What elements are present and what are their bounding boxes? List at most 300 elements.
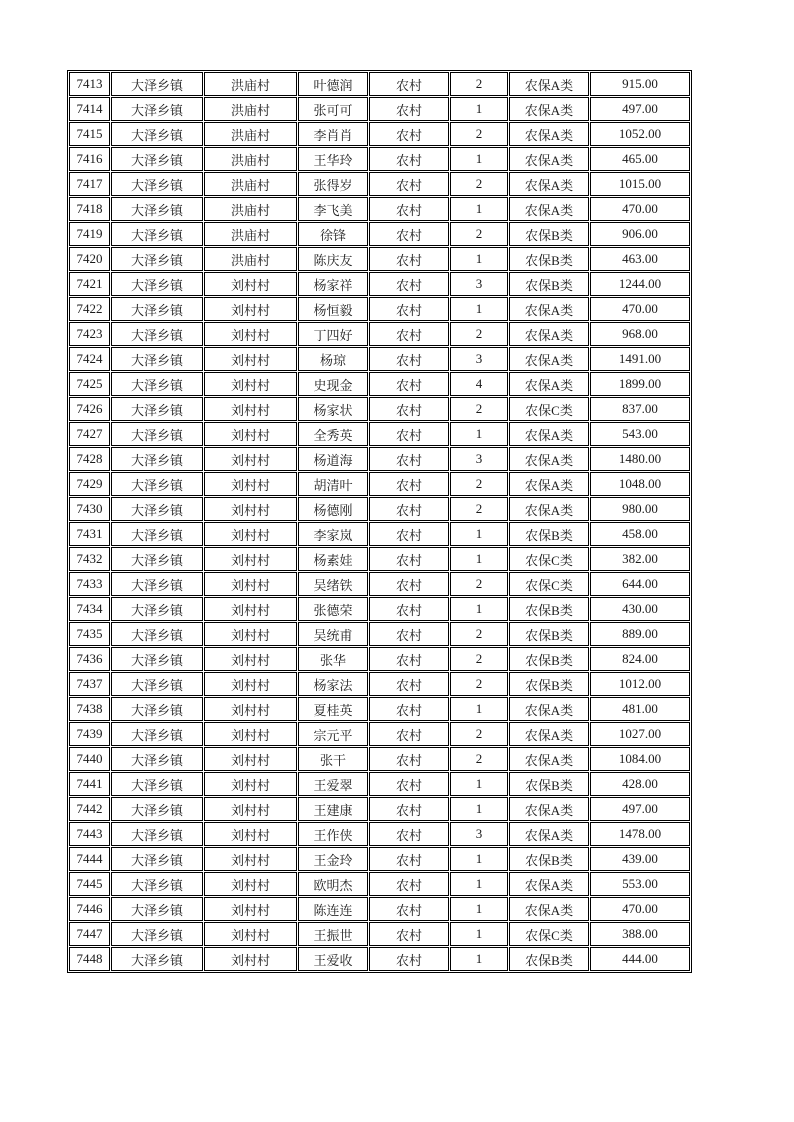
amount-cell: 1048.00 [590,472,690,496]
name-cell: 夏桂英 [298,697,368,721]
serial-cell: 7427 [69,422,110,446]
serial-cell: 7420 [69,247,110,271]
category-cell: 农保B类 [509,597,589,621]
count-cell: 1 [450,947,508,971]
count-cell: 1 [450,547,508,571]
village-cell: 刘村村 [204,322,297,346]
table-row [69,822,690,846]
name-cell: 王华玲 [298,147,368,171]
village-cell: 刘村村 [204,447,297,471]
village-cell: 刘村村 [204,772,297,796]
name-cell: 欧明杰 [298,872,368,896]
village-cell: 刘村村 [204,572,297,596]
table-row [69,672,690,696]
table-row [69,422,690,446]
name-cell: 王金玲 [298,847,368,871]
serial-cell: 7447 [69,922,110,946]
residence-cell: 农村 [369,722,449,746]
serial-cell: 7418 [69,197,110,221]
category-cell: 农保A类 [509,172,589,196]
name-cell: 王爱收 [298,947,368,971]
amount-cell: 1480.00 [590,447,690,471]
residence-cell: 农村 [369,72,449,96]
table-row [69,722,690,746]
table-row [69,622,690,646]
amount-cell: 1052.00 [590,122,690,146]
residence-cell: 农村 [369,547,449,571]
village-cell: 洪庙村 [204,172,297,196]
category-cell: 农保A类 [509,297,589,321]
residence-cell: 农村 [369,897,449,921]
name-cell: 杨家祥 [298,272,368,296]
residence-cell: 农村 [369,947,449,971]
count-cell: 1 [450,597,508,621]
count-cell: 1 [450,422,508,446]
records-table [67,70,692,973]
table-body [69,72,690,971]
town-cell: 大泽乡镇 [111,847,203,871]
residence-cell: 农村 [369,472,449,496]
town-cell: 大泽乡镇 [111,147,203,171]
village-cell: 刘村村 [204,497,297,521]
serial-cell: 7446 [69,897,110,921]
residence-cell: 农村 [369,222,449,246]
town-cell: 大泽乡镇 [111,72,203,96]
serial-cell: 7448 [69,947,110,971]
table-row [69,97,690,121]
amount-cell: 968.00 [590,322,690,346]
count-cell: 2 [450,572,508,596]
village-cell: 刘村村 [204,647,297,671]
town-cell: 大泽乡镇 [111,572,203,596]
serial-cell: 7425 [69,372,110,396]
name-cell: 杨琼 [298,347,368,371]
town-cell: 大泽乡镇 [111,922,203,946]
amount-cell: 458.00 [590,522,690,546]
amount-cell: 382.00 [590,547,690,571]
village-cell: 刘村村 [204,697,297,721]
amount-cell: 543.00 [590,422,690,446]
count-cell: 2 [450,72,508,96]
serial-cell: 7429 [69,472,110,496]
count-cell: 1 [450,197,508,221]
count-cell: 1 [450,297,508,321]
table-row [69,497,690,521]
count-cell: 1 [450,922,508,946]
count-cell: 2 [450,322,508,346]
serial-cell: 7430 [69,497,110,521]
table-row [69,72,690,96]
table-row [69,797,690,821]
amount-cell: 1491.00 [590,347,690,371]
serial-cell: 7419 [69,222,110,246]
serial-cell: 7424 [69,347,110,371]
name-cell: 张德荣 [298,597,368,621]
category-cell: 农保B类 [509,847,589,871]
village-cell: 刘村村 [204,422,297,446]
category-cell: 农保B类 [509,272,589,296]
amount-cell: 1244.00 [590,272,690,296]
count-cell: 2 [450,672,508,696]
name-cell: 张干 [298,747,368,771]
count-cell: 2 [450,172,508,196]
serial-cell: 7443 [69,822,110,846]
village-cell: 刘村村 [204,847,297,871]
amount-cell: 644.00 [590,572,690,596]
category-cell: 农保A类 [509,897,589,921]
village-cell: 刘村村 [204,797,297,821]
village-cell: 洪庙村 [204,222,297,246]
residence-cell: 农村 [369,622,449,646]
residence-cell: 农村 [369,697,449,721]
village-cell: 刘村村 [204,672,297,696]
count-cell: 2 [450,722,508,746]
amount-cell: 915.00 [590,72,690,96]
category-cell: 农保B类 [509,222,589,246]
town-cell: 大泽乡镇 [111,797,203,821]
category-cell: 农保A类 [509,322,589,346]
name-cell: 史现金 [298,372,368,396]
residence-cell: 农村 [369,772,449,796]
count-cell: 3 [450,447,508,471]
town-cell: 大泽乡镇 [111,772,203,796]
residence-cell: 农村 [369,147,449,171]
name-cell: 吴统甫 [298,622,368,646]
town-cell: 大泽乡镇 [111,647,203,671]
name-cell: 李飞美 [298,197,368,221]
town-cell: 大泽乡镇 [111,197,203,221]
serial-cell: 7428 [69,447,110,471]
category-cell: 农保C类 [509,572,589,596]
name-cell: 李肖肖 [298,122,368,146]
amount-cell: 1478.00 [590,822,690,846]
town-cell: 大泽乡镇 [111,697,203,721]
village-cell: 刘村村 [204,622,297,646]
table-row [69,522,690,546]
table-row [69,922,690,946]
residence-cell: 农村 [369,297,449,321]
serial-cell: 7431 [69,522,110,546]
table-row [69,897,690,921]
category-cell: 农保A类 [509,422,589,446]
serial-cell: 7417 [69,172,110,196]
name-cell: 胡清叶 [298,472,368,496]
residence-cell: 农村 [369,872,449,896]
village-cell: 洪庙村 [204,97,297,121]
residence-cell: 农村 [369,347,449,371]
town-cell: 大泽乡镇 [111,272,203,296]
category-cell: 农保A类 [509,747,589,771]
name-cell: 叶德润 [298,72,368,96]
count-cell: 2 [450,647,508,671]
table-row [69,347,690,371]
category-cell: 农保A类 [509,372,589,396]
count-cell: 2 [450,472,508,496]
amount-cell: 889.00 [590,622,690,646]
amount-cell: 1084.00 [590,747,690,771]
count-cell: 1 [450,247,508,271]
table-row [69,772,690,796]
village-cell: 刘村村 [204,872,297,896]
name-cell: 宗元平 [298,722,368,746]
count-cell: 2 [450,397,508,421]
category-cell: 农保A类 [509,347,589,371]
name-cell: 杨德刚 [298,497,368,521]
serial-cell: 7442 [69,797,110,821]
count-cell: 1 [450,897,508,921]
name-cell: 徐锋 [298,222,368,246]
serial-cell: 7440 [69,747,110,771]
table-row [69,247,690,271]
residence-cell: 农村 [369,597,449,621]
category-cell: 农保A类 [509,797,589,821]
residence-cell: 农村 [369,172,449,196]
table-row [69,697,690,721]
town-cell: 大泽乡镇 [111,97,203,121]
table-row [69,197,690,221]
name-cell: 吴绪铁 [298,572,368,596]
category-cell: 农保C类 [509,397,589,421]
village-cell: 刘村村 [204,297,297,321]
category-cell: 农保A类 [509,147,589,171]
amount-cell: 837.00 [590,397,690,421]
count-cell: 3 [450,272,508,296]
town-cell: 大泽乡镇 [111,297,203,321]
category-cell: 农保A类 [509,72,589,96]
name-cell: 陈庆友 [298,247,368,271]
village-cell: 刘村村 [204,897,297,921]
count-cell: 2 [450,497,508,521]
category-cell: 农保A类 [509,447,589,471]
category-cell: 农保A类 [509,97,589,121]
category-cell: 农保B类 [509,947,589,971]
name-cell: 张得岁 [298,172,368,196]
town-cell: 大泽乡镇 [111,522,203,546]
serial-cell: 7437 [69,672,110,696]
town-cell: 大泽乡镇 [111,947,203,971]
town-cell: 大泽乡镇 [111,722,203,746]
town-cell: 大泽乡镇 [111,422,203,446]
category-cell: 农保C类 [509,547,589,571]
count-cell: 1 [450,697,508,721]
count-cell: 1 [450,97,508,121]
category-cell: 农保B类 [509,672,589,696]
category-cell: 农保B类 [509,772,589,796]
residence-cell: 农村 [369,197,449,221]
amount-cell: 553.00 [590,872,690,896]
name-cell: 王作侠 [298,822,368,846]
table-row [69,322,690,346]
serial-cell: 7413 [69,72,110,96]
village-cell: 刘村村 [204,597,297,621]
serial-cell: 7434 [69,597,110,621]
residence-cell: 农村 [369,372,449,396]
residence-cell: 农村 [369,822,449,846]
amount-cell: 428.00 [590,772,690,796]
village-cell: 洪庙村 [204,247,297,271]
serial-cell: 7423 [69,322,110,346]
amount-cell: 497.00 [590,97,690,121]
table-row [69,372,690,396]
count-cell: 2 [450,122,508,146]
name-cell: 陈连连 [298,897,368,921]
table-row [69,447,690,471]
town-cell: 大泽乡镇 [111,447,203,471]
village-cell: 刘村村 [204,822,297,846]
table-row [69,297,690,321]
amount-cell: 439.00 [590,847,690,871]
category-cell: 农保A类 [509,472,589,496]
residence-cell: 农村 [369,572,449,596]
residence-cell: 农村 [369,672,449,696]
village-cell: 刘村村 [204,922,297,946]
count-cell: 2 [450,622,508,646]
residence-cell: 农村 [369,122,449,146]
table-row [69,847,690,871]
serial-cell: 7438 [69,697,110,721]
residence-cell: 农村 [369,422,449,446]
serial-cell: 7439 [69,722,110,746]
residence-cell: 农村 [369,322,449,346]
name-cell: 杨恒毅 [298,297,368,321]
category-cell: 农保A类 [509,122,589,146]
town-cell: 大泽乡镇 [111,897,203,921]
name-cell: 全秀英 [298,422,368,446]
village-cell: 刘村村 [204,722,297,746]
amount-cell: 906.00 [590,222,690,246]
table-row [69,547,690,571]
town-cell: 大泽乡镇 [111,872,203,896]
town-cell: 大泽乡镇 [111,397,203,421]
village-cell: 洪庙村 [204,197,297,221]
serial-cell: 7422 [69,297,110,321]
amount-cell: 470.00 [590,297,690,321]
town-cell: 大泽乡镇 [111,322,203,346]
category-cell: 农保A类 [509,722,589,746]
residence-cell: 农村 [369,647,449,671]
town-cell: 大泽乡镇 [111,672,203,696]
name-cell: 王建康 [298,797,368,821]
village-cell: 刘村村 [204,472,297,496]
category-cell: 农保A类 [509,497,589,521]
residence-cell: 农村 [369,397,449,421]
category-cell: 农保B类 [509,247,589,271]
village-cell: 刘村村 [204,947,297,971]
residence-cell: 农村 [369,797,449,821]
serial-cell: 7436 [69,647,110,671]
amount-cell: 388.00 [590,922,690,946]
category-cell: 农保B类 [509,522,589,546]
village-cell: 刘村村 [204,547,297,571]
serial-cell: 7432 [69,547,110,571]
town-cell: 大泽乡镇 [111,372,203,396]
count-cell: 2 [450,222,508,246]
count-cell: 4 [450,372,508,396]
village-cell: 刘村村 [204,347,297,371]
table-row [69,872,690,896]
name-cell: 张可可 [298,97,368,121]
village-cell: 刘村村 [204,397,297,421]
count-cell: 1 [450,797,508,821]
amount-cell: 1899.00 [590,372,690,396]
table-row [69,397,690,421]
residence-cell: 农村 [369,447,449,471]
table-row [69,272,690,296]
amount-cell: 444.00 [590,947,690,971]
table-row [69,572,690,596]
town-cell: 大泽乡镇 [111,747,203,771]
village-cell: 刘村村 [204,372,297,396]
table-row [69,647,690,671]
village-cell: 刘村村 [204,522,297,546]
serial-cell: 7415 [69,122,110,146]
name-cell: 杨道海 [298,447,368,471]
village-cell: 洪庙村 [204,147,297,171]
town-cell: 大泽乡镇 [111,122,203,146]
residence-cell: 农村 [369,97,449,121]
table-row [69,947,690,971]
category-cell: 农保A类 [509,197,589,221]
category-cell: 农保B类 [509,622,589,646]
amount-cell: 1012.00 [590,672,690,696]
table-row [69,472,690,496]
serial-cell: 7426 [69,397,110,421]
amount-cell: 824.00 [590,647,690,671]
amount-cell: 481.00 [590,697,690,721]
village-cell: 洪庙村 [204,72,297,96]
name-cell: 杨素娃 [298,547,368,571]
amount-cell: 465.00 [590,147,690,171]
residence-cell: 农村 [369,497,449,521]
name-cell: 王爱翠 [298,772,368,796]
table-row [69,172,690,196]
amount-cell: 1015.00 [590,172,690,196]
amount-cell: 470.00 [590,897,690,921]
name-cell: 王振世 [298,922,368,946]
residence-cell: 农村 [369,272,449,296]
serial-cell: 7414 [69,97,110,121]
serial-cell: 7435 [69,622,110,646]
table-row [69,122,690,146]
town-cell: 大泽乡镇 [111,597,203,621]
serial-cell: 7421 [69,272,110,296]
amount-cell: 1027.00 [590,722,690,746]
category-cell: 农保A类 [509,872,589,896]
count-cell: 1 [450,772,508,796]
category-cell: 农保A类 [509,822,589,846]
serial-cell: 7445 [69,872,110,896]
count-cell: 1 [450,847,508,871]
count-cell: 1 [450,522,508,546]
residence-cell: 农村 [369,522,449,546]
village-cell: 刘村村 [204,747,297,771]
category-cell: 农保B类 [509,647,589,671]
name-cell: 丁四好 [298,322,368,346]
amount-cell: 470.00 [590,197,690,221]
town-cell: 大泽乡镇 [111,172,203,196]
count-cell: 3 [450,347,508,371]
town-cell: 大泽乡镇 [111,347,203,371]
town-cell: 大泽乡镇 [111,622,203,646]
amount-cell: 463.00 [590,247,690,271]
town-cell: 大泽乡镇 [111,822,203,846]
table-row [69,222,690,246]
serial-cell: 7433 [69,572,110,596]
town-cell: 大泽乡镇 [111,547,203,571]
residence-cell: 农村 [369,922,449,946]
category-cell: 农保C类 [509,922,589,946]
town-cell: 大泽乡镇 [111,472,203,496]
